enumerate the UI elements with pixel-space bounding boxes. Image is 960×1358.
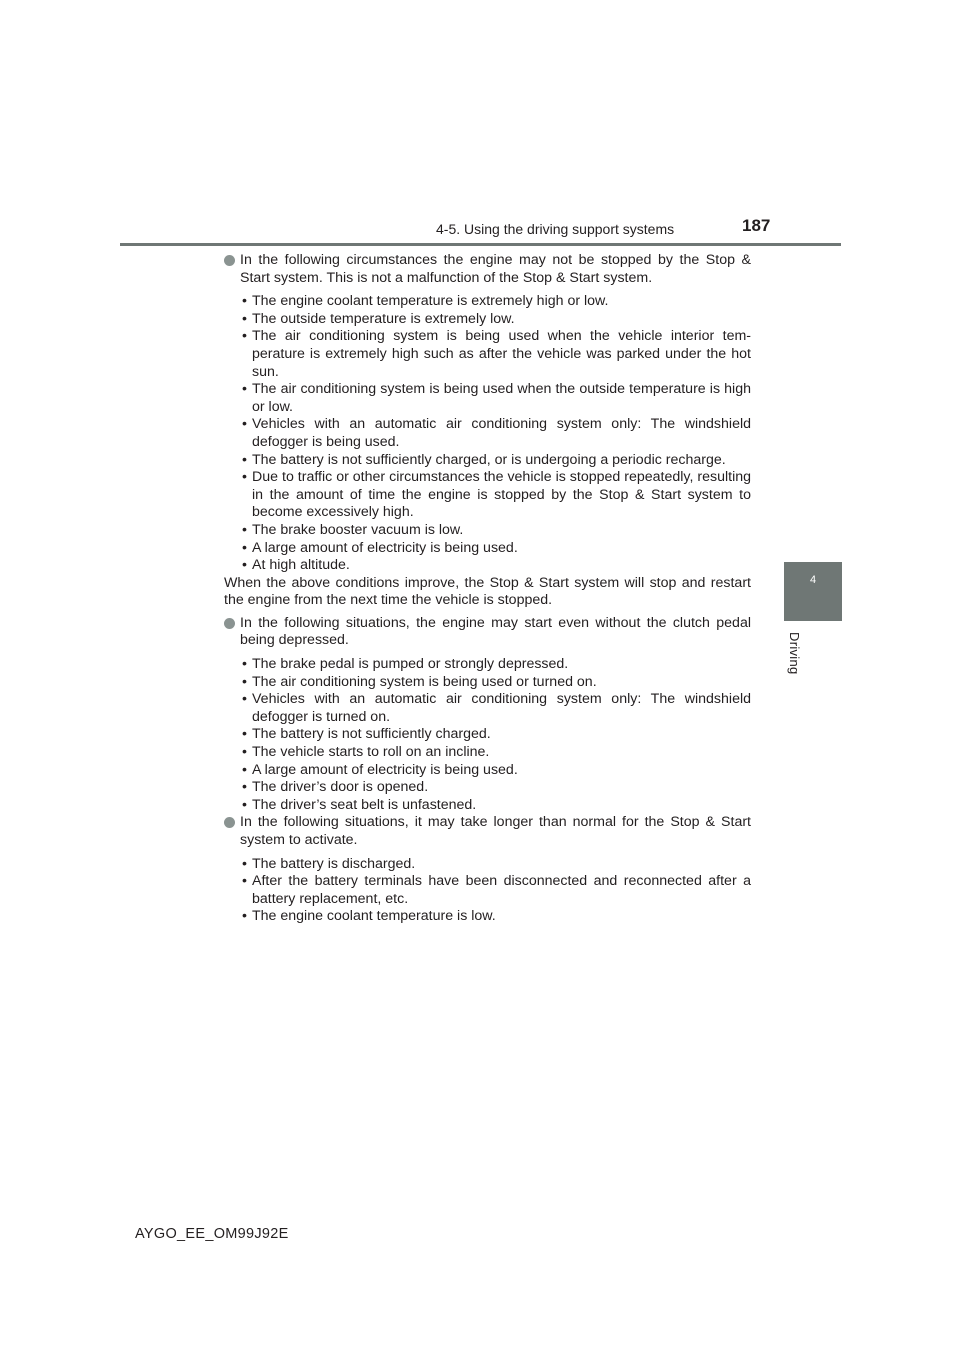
list-item: • The battery is not sufficiently charged, or is undergoing a periodic recharge. — [224, 452, 751, 470]
page-number: 187 — [742, 216, 771, 235]
round-bullet-icon — [224, 618, 235, 629]
chapter-number: 4 — [809, 574, 817, 586]
list-item: • The air conditioning system is being used or turned on. — [224, 674, 751, 692]
list-item: • The engine coolant temperature is low. — [224, 908, 751, 926]
list-item: • The brake pedal is pumped or strongly depressed. — [224, 656, 751, 674]
condition-list — [224, 856, 751, 926]
document-code: AYGO_EE_OM99J92E — [135, 1226, 289, 1242]
list-item: • The driver’s seat belt is unfastened. — [224, 797, 751, 815]
list-item: • Vehicles with an automatic air conditioning system only: The windshield defogger is turned on. — [224, 691, 751, 726]
bullet-text: In the following situations, the engine may start even without the clutch pedal being depressed. — [240, 614, 751, 649]
header-divider — [120, 243, 841, 246]
list-item: • At high altitude. — [224, 557, 751, 575]
list-item: • A large amount of electricity is being used. — [224, 762, 751, 780]
list-item: • A large amount of electricity is being used. — [224, 540, 751, 558]
list-item: • Vehicles with an automatic air conditioning system only: The windshield defogger is being used. — [224, 416, 751, 451]
list-item: • The engine coolant temperature is extremely high or low. — [224, 293, 751, 311]
list-item: • After the battery terminals have been disconnected and reconnected after a battery replacement, etc. — [224, 873, 751, 908]
list-item: • The air conditioning system is being used when the vehicle interior tem-perature is extremely high such as after the vehicle was parked under the hot sun. — [224, 328, 751, 381]
bullet-text: In the following circumstances the engine may not be stopped by the Stop & Start system. This is not a malfunction of the Stop & Start system. — [240, 252, 751, 286]
note-paragraph: When the above conditions improve, the Stop & Start system will stop and restart the engine from the next time the vehicle is stopped. — [224, 574, 751, 609]
list-item: • The driver’s door is opened. — [224, 779, 751, 797]
condition-list — [224, 293, 751, 575]
bullet-text: In the following situations, it may take longer than normal for the Stop & Start system to activate. — [240, 814, 751, 848]
condition-list — [224, 656, 751, 814]
round-bullet-icon — [224, 817, 235, 828]
list-item: • The vehicle starts to roll on an incline. — [224, 744, 751, 762]
list-item: • The battery is not sufficiently charged. — [224, 726, 751, 744]
chapter-label: Driving — [787, 632, 802, 675]
chapter-tab — [784, 562, 842, 621]
section-title: 4-5. Using the driving support systems — [436, 221, 675, 237]
list-item: • The brake booster vacuum is low. — [224, 522, 751, 540]
round-bullet-icon — [224, 255, 235, 266]
list-item: • The air conditioning system is being used when the outside temperature is high or low. — [224, 381, 751, 416]
list-item: • The outside temperature is extremely low. — [224, 311, 751, 329]
bullet-paragraph — [224, 615, 751, 650]
bullet-paragraph — [224, 814, 751, 849]
page-content — [224, 252, 751, 926]
bullet-paragraph — [224, 252, 751, 287]
list-item: • The battery is discharged. — [224, 856, 751, 874]
list-item: • Due to traffic or other circumstances the vehicle is stopped repeatedly, resulting in the amount of time the engine is stopped by the Stop & Start system to become excessively high. — [224, 469, 751, 522]
